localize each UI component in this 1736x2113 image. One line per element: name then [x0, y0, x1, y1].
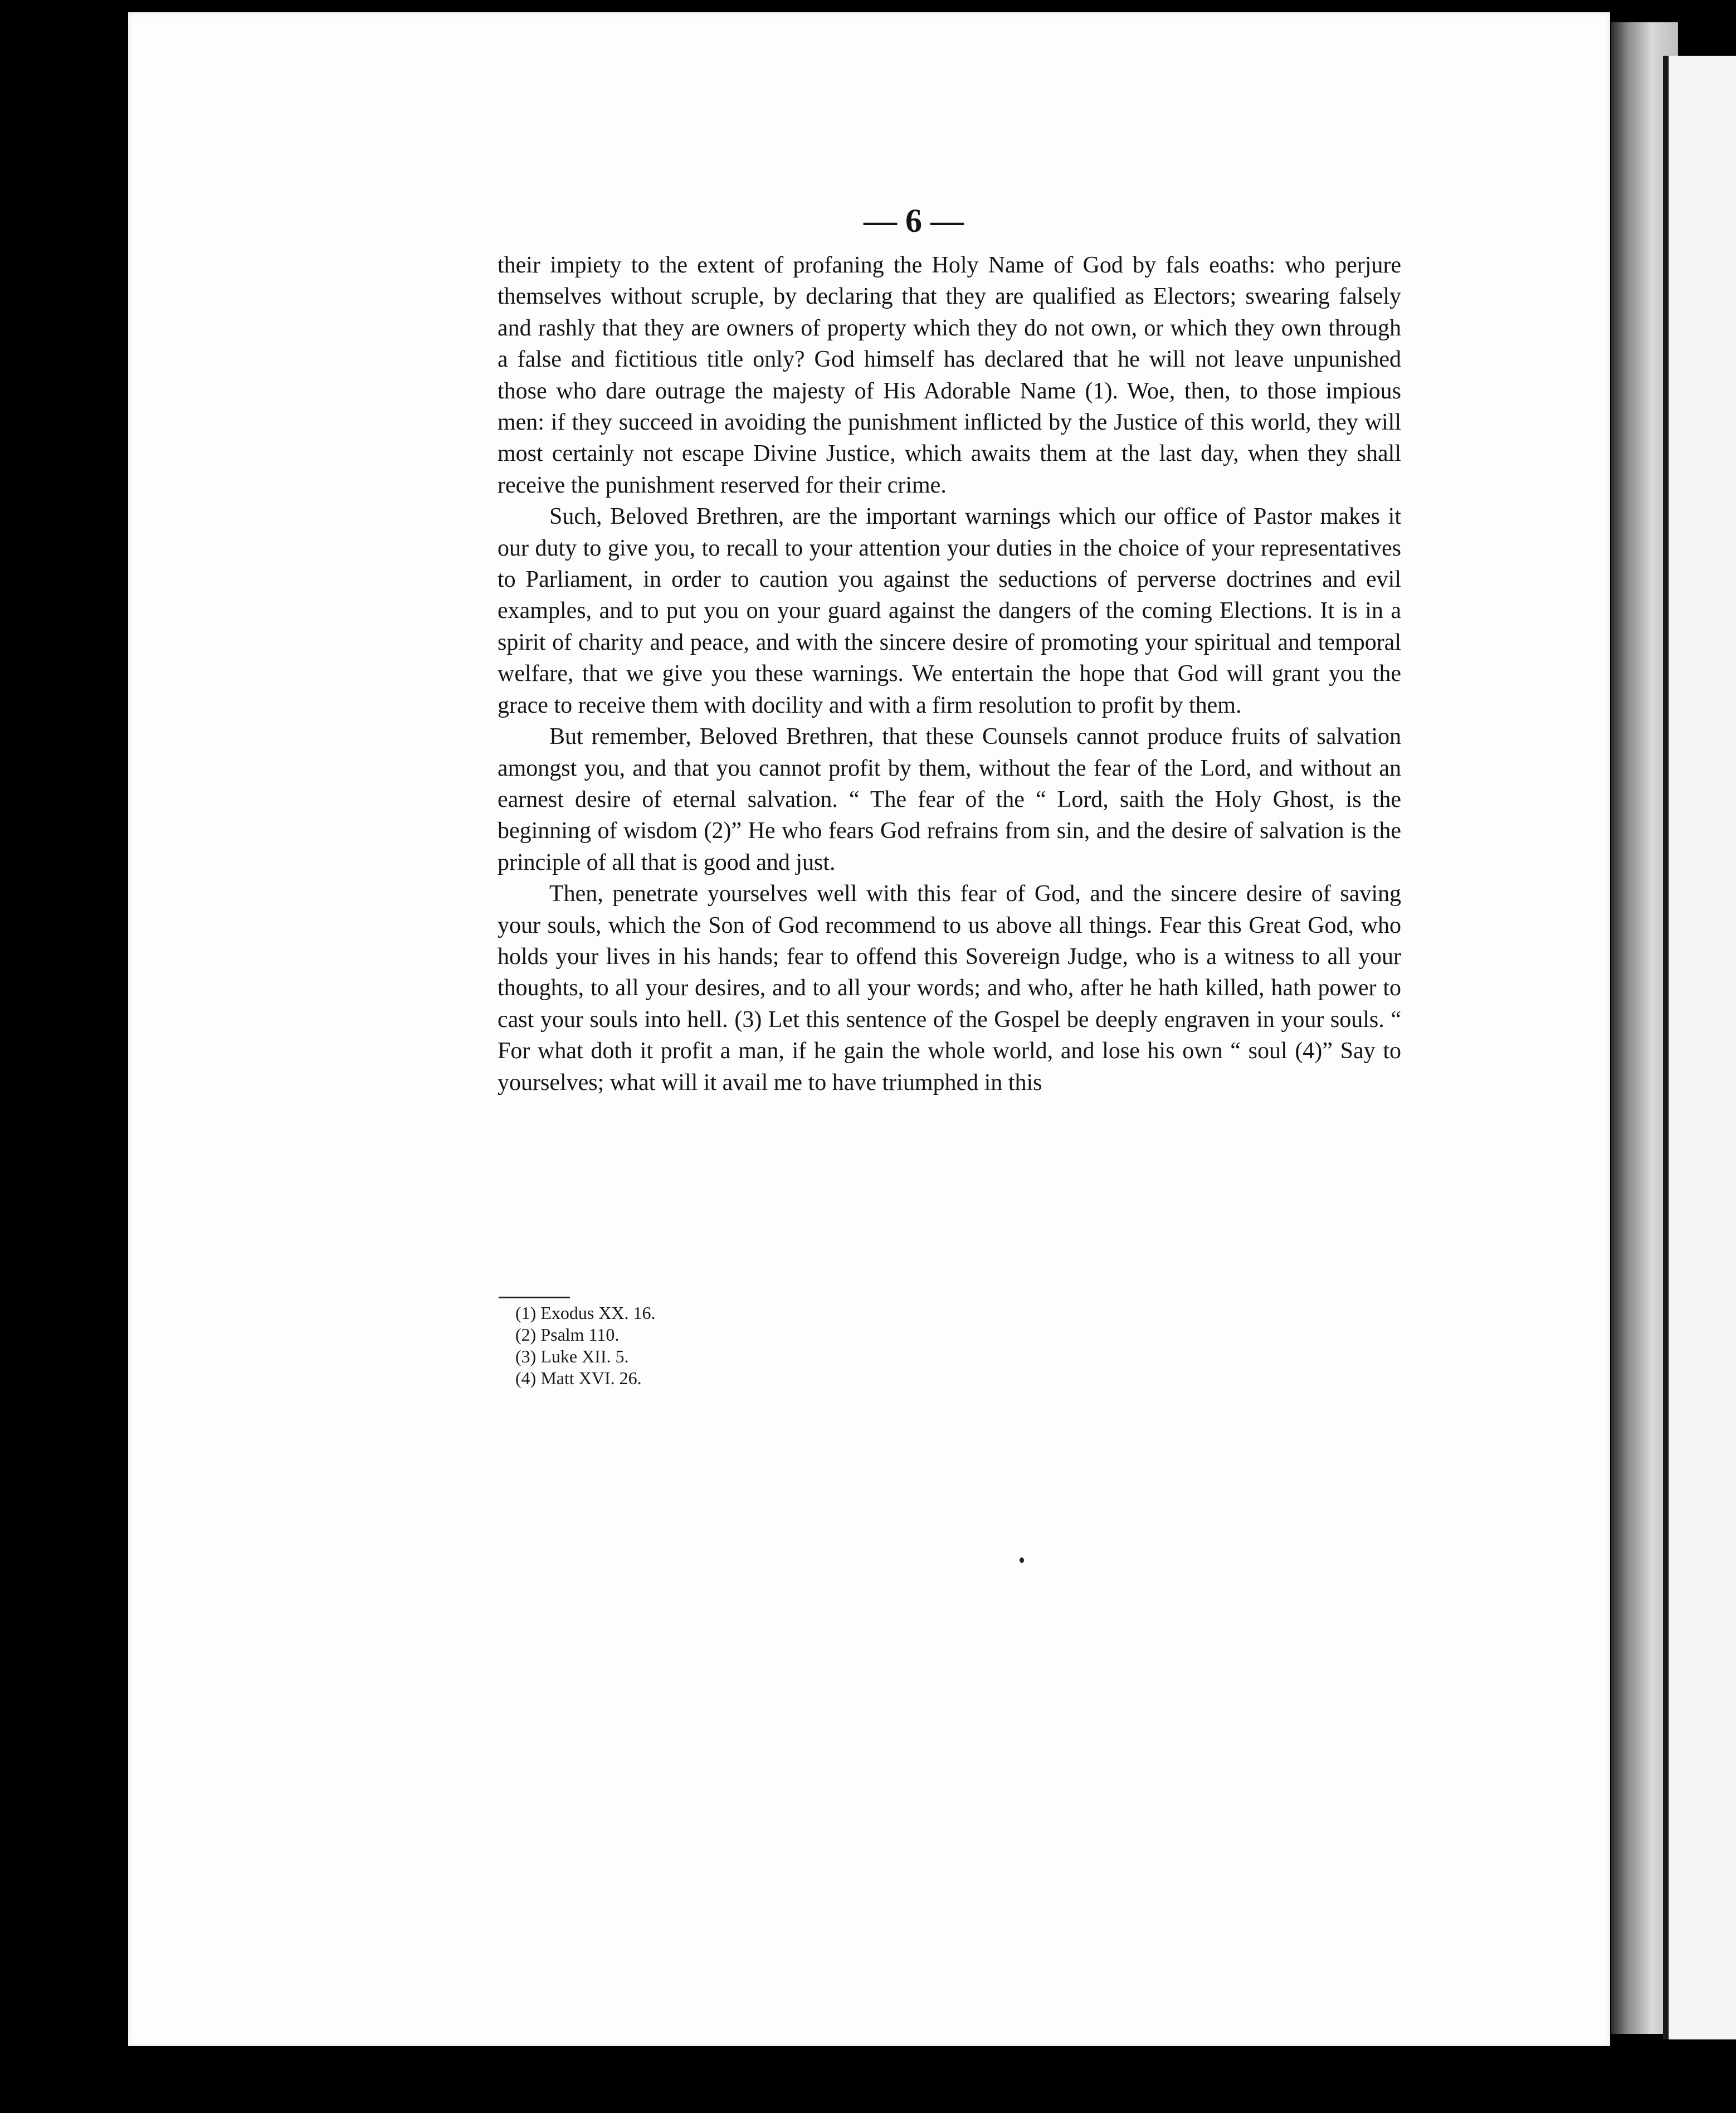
footnote-3: (3) Luke XII. 5. [515, 1346, 629, 1366]
footnote-2: (2) Psalm 110. [515, 1325, 620, 1345]
paragraph-1: their impiety to the extent of profaning the Holy Name of God by fals eoaths: who perjure themselves without scruple, by declaring that they are qualified as Electors; swearing falsely and rashly that they are owners of property which they do not own, or which they own through a false and fictitious title only? God himself has declared that he will not leave unpunished those who dare outrage the majesty of His Adorable Name (1). Woe, then, to those impious men: if they succeed in avoiding the punishment inflicted by the Justice of this world, they will most certainly not escape Divine Justice, which awaits them at the last day, when they shall receive the punishment reserved for their crime. [498, 252, 1401, 498]
ink-speck [1020, 1557, 1024, 1563]
page-number: — 6 — [864, 202, 964, 239]
adjacent-page-strip [1663, 56, 1736, 2039]
paragraph-4: Then, penetrate yourselves well with this fear of God, and the sincere desire of saving your souls, which the Son of God recommend to us above all things. Fear this Great God, who holds your lives in his hands; fear to offend this Sovereign Judge, who is a witness to all your thoughts, to all your desires, and to all your words; and who, after he hath killed, hath power to cast your souls into hell. (3) Let this sentence of the Gospel be deeply engraven in your souls. “ For what doth it profit a man, if he gain the whole world, and lose his own “ soul (4)” Say to yourselves; what will it avail me to have triumphed in this [498, 881, 1401, 1096]
footnotes [515, 1302, 905, 1389]
paragraph-2: Such, Beloved Brethren, are the important warnings which our office of Pastor makes it our duty to give you, to recall to your attention your duties in the choice of your representatives to Parliament, in order to caution you against the seductions of perverse doctrines and evil examples, and to put you on your guard against the dangers of the coming Elections. It is in a spirit of charity and peace, and with the sincere desire of promoting your spiritual and temporal welfare, that we give you these warnings. We entertain the hope that God will grant you the grace to receive them with docility and with a firm resolution to profit by them. [498, 504, 1401, 718]
paragraph-3: But remember, Beloved Brethren, that these Counsels cannot produce fruits of salvation amongst you, and that you cannot profit by them, without the fear of the Lord, and without an earnest desire of eternal salvation. “ The fear of the “ Lord, saith the Holy Ghost, is the beginning of wisdom (2)” He who fears God refrains from sin, and the desire of salvation is the principle of all that is good and just. [498, 724, 1401, 875]
footnote-1: (1) Exodus XX. 16. [515, 1303, 656, 1323]
footnote-divider [499, 1297, 570, 1298]
footnote-4: (4) Matt XVI. 26. [515, 1368, 642, 1388]
body-text [498, 250, 1401, 1098]
